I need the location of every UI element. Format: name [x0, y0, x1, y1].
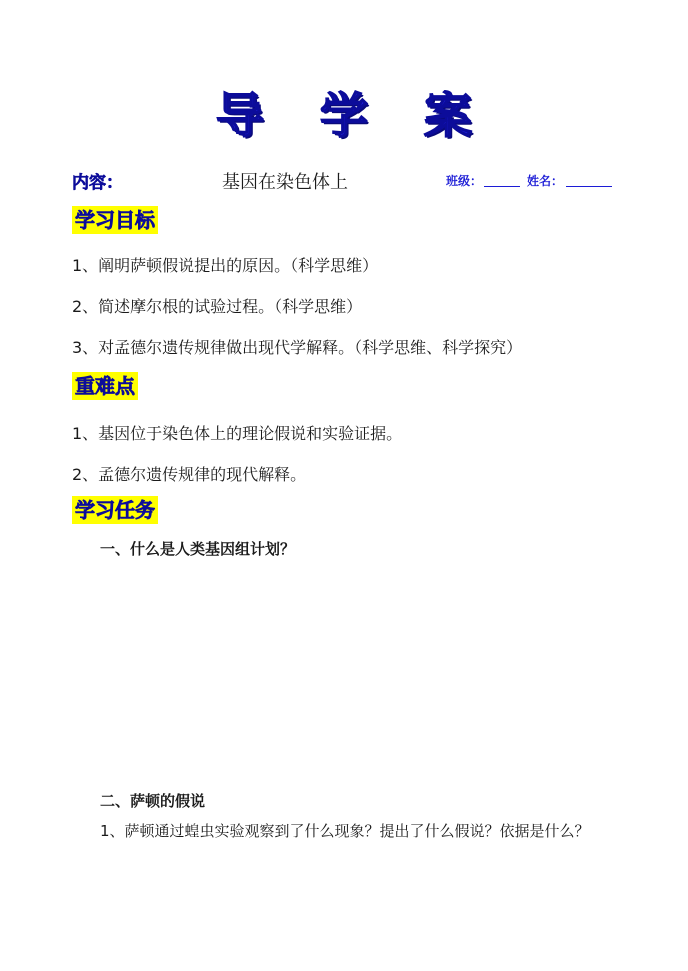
task-part2-title: 二、萨顿的假说	[100, 792, 206, 810]
name-label: 姓名：	[527, 174, 564, 188]
key-points-heading: 重难点	[72, 372, 138, 400]
key-point-item-2: 2、孟德尔遗传规律的现代解释。	[72, 465, 307, 484]
objective-item-2: 2、简述摩尔根的试验过程。（科学思维）	[72, 297, 363, 316]
topic-text: 基因在染色体上	[222, 172, 348, 193]
objectives-heading: 学习目标	[72, 206, 158, 234]
document-title	[0, 88, 688, 144]
objective-item-3: 3、对孟德尔遗传规律做出现代学解释。（科学思维、科学探究）	[72, 338, 523, 357]
tasks-heading: 学习任务	[72, 496, 158, 524]
class-blank-line[interactable]	[484, 186, 520, 187]
class-label: 班级：	[446, 174, 483, 188]
content-label: 内容：	[72, 173, 123, 193]
header-row	[0, 166, 688, 196]
title-char-3: 案	[424, 88, 473, 144]
task-part1-title: 一、什么是人类基因组计划？	[100, 540, 296, 558]
key-point-item-1: 1、基因位于染色体上的理论假说和实验证据。	[72, 424, 403, 443]
task-part2-question-1: 1、萨顿通过蝗虫实验观察到了什么现象？提出了什么假说？依据是什么？	[100, 822, 590, 840]
objective-item-1: 1、阐明萨顿假说提出的原因。（科学思维）	[72, 256, 379, 275]
title-char-1: 导	[215, 88, 264, 144]
name-blank-line[interactable]	[566, 186, 612, 187]
title-char-2: 学	[319, 88, 368, 144]
